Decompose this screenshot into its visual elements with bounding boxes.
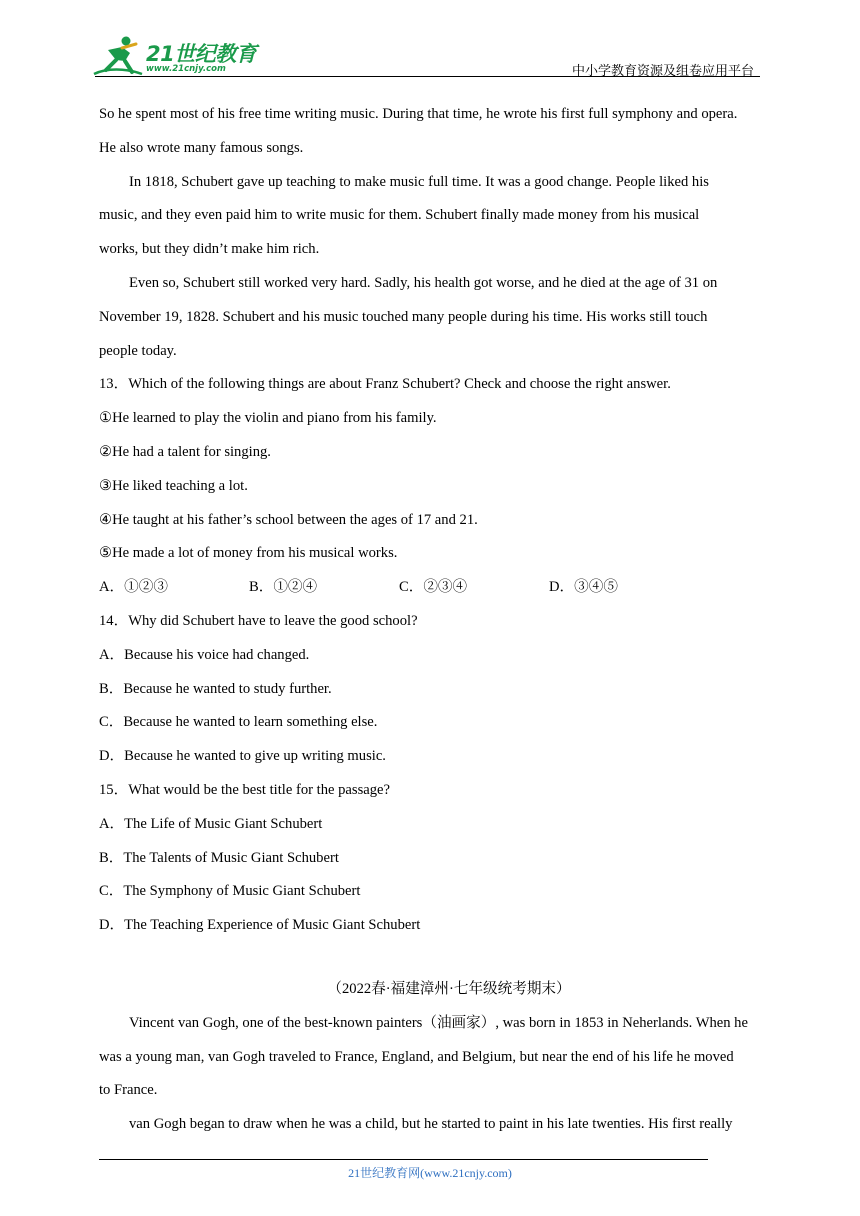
passage-line: van Gogh began to draw when he was a child, but he started to paint in his late twenties. His first really — [129, 1116, 733, 1133]
footer-divider — [99, 1159, 708, 1160]
option-a: A．①②③ — [99, 579, 168, 596]
question-13: 13．Which of the following things are about Franz Schubert? Check and choose the right answer. — [99, 376, 671, 393]
statement-item: ⑤He made a lot of money from his musical works. — [99, 545, 398, 562]
option-d: D．Because he wanted to give up writing music. — [99, 748, 386, 765]
passage-line: Even so, Schubert still worked very hard. Sadly, his health got worse, and he died at the age of 31 on — [129, 274, 718, 291]
footer-link[interactable]: 21世纪教育网(www.21cnjy.com) — [348, 1166, 512, 1180]
question-14: 14．Why did Schubert have to leave the good school? — [99, 612, 418, 629]
logo-url: www.21cnjy.com — [146, 64, 226, 74]
passage-line: Vincent van Gogh, one of the best-known painters（油画家）, was born in 1853 in Neherlands. When he — [129, 1014, 748, 1031]
site-logo[interactable] — [92, 34, 262, 78]
statement-item: ②He had a talent for singing. — [99, 443, 271, 460]
option-d: D．③④⑤ — [549, 579, 618, 596]
option-d: D．The Teaching Experience of Music Giant Schubert — [99, 917, 421, 934]
document-body — [99, 98, 769, 1142]
q13-options — [99, 571, 769, 605]
logo-text: 21世纪教育 — [146, 42, 257, 66]
platform-name: 中小学教育资源及组卷应用平台 — [571, 63, 754, 78]
running-man-logo-icon — [92, 34, 144, 78]
passage-line: was a young man, van Gogh traveled to France, England, and Belgium, but near the end of his life he moved — [99, 1048, 734, 1065]
passage-line: works, but they didn’t make him rich. — [99, 241, 320, 258]
question-15: 15．What would be the best title for the passage? — [99, 781, 390, 798]
option-b: B．①②④ — [249, 579, 318, 596]
option-b: B．The Talents of Music Giant Schubert — [99, 849, 339, 866]
source-citation: （2022春·福建漳州·七年级统考期末） — [327, 980, 571, 997]
passage-line: people today. — [99, 342, 177, 359]
passage-line: He also wrote many famous songs. — [99, 139, 304, 156]
option-a: A．Because his voice had changed. — [99, 646, 310, 663]
passage-line: In 1818, Schubert gave up teaching to make music full time. It was a good change. People liked his — [129, 173, 709, 190]
option-c: C．②③④ — [399, 579, 468, 596]
option-a: A．The Life of Music Giant Schubert — [99, 815, 323, 832]
passage-line: to France. — [99, 1082, 158, 1099]
statement-item: ①He learned to play the violin and piano from his family. — [99, 410, 437, 427]
passage-line: November 19, 1828. Schubert and his music touched many people during his time. His works still touch — [99, 308, 708, 325]
header-divider — [95, 76, 760, 77]
statement-item: ④He taught at his father’s school between the ages of 17 and 21. — [99, 511, 478, 528]
option-c: C．The Symphony of Music Giant Schubert — [99, 883, 361, 900]
spacer — [99, 943, 769, 973]
option-b: B．Because he wanted to study further. — [99, 680, 332, 697]
statement-item: ③He liked teaching a lot. — [99, 477, 248, 494]
page-header — [0, 0, 860, 80]
passage-line: music, and they even paid him to write music for them. Schubert finally made money from his musical — [99, 207, 700, 224]
passage-line: So he spent most of his free time writing music. During that time, he wrote his first full symphony and opera. — [99, 106, 738, 122]
option-c: C．Because he wanted to learn something else. — [99, 714, 378, 731]
